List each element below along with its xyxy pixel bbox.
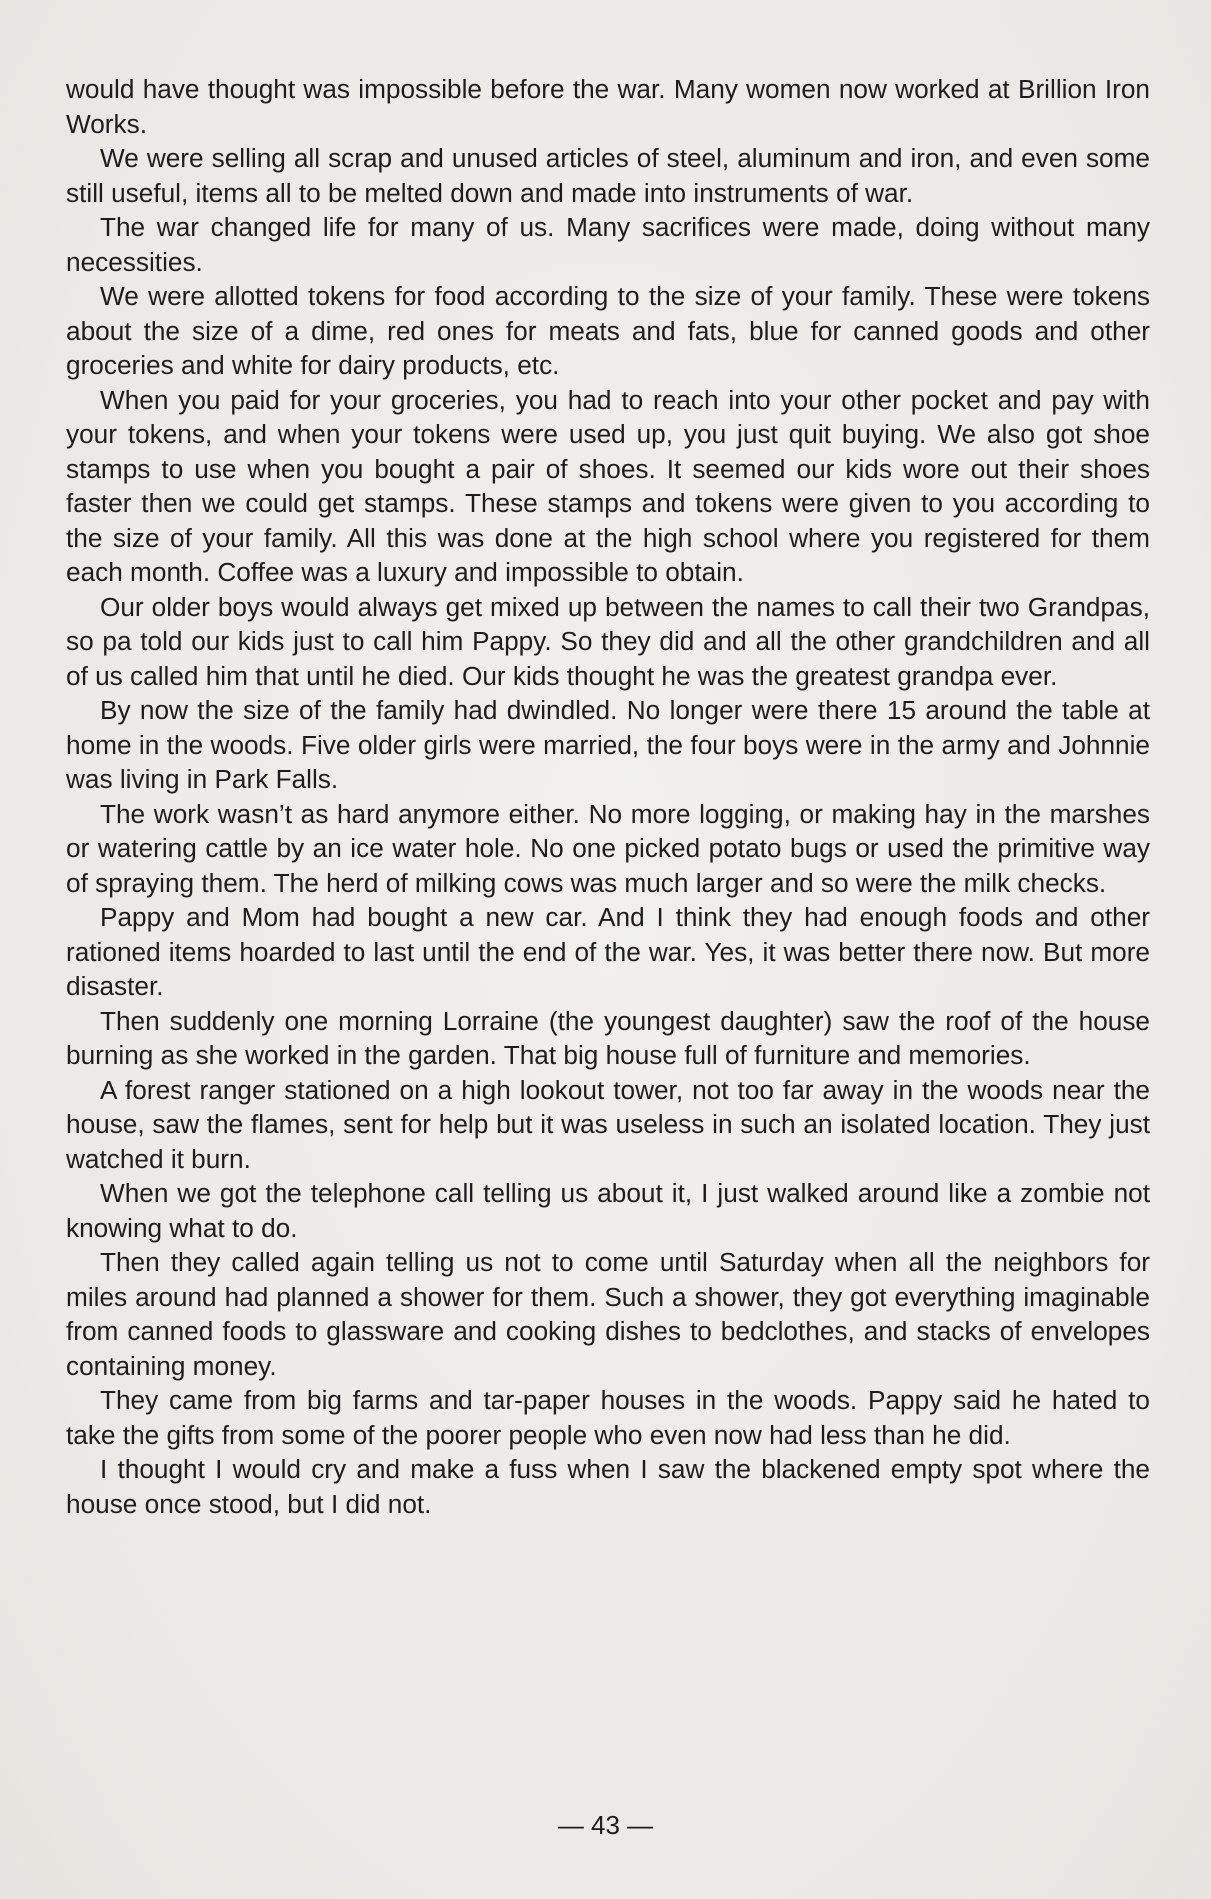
paragraph: A forest ranger stationed on a high lookout tower, not too far away in the woods near the house, saw the flames, sent for help but it was useless in such an isolated location. They just watched it burn. — [66, 1074, 1150, 1174]
paragraph: Our older boys would always get mixed up between the names to call their two Grandpas, so pa told our kids just to call him Pappy. So they did and all the other grandchildren and all of us called him that until he died. Our kids thought he was the greatest grandpa ever. — [66, 591, 1150, 691]
paragraph: Pappy and Mom had bought a new car. And I think they had enough foods and other rationed items hoarded to last until the end of the war. Yes, it was better there now. But more disaster. — [66, 902, 1150, 1001]
paragraph: Then suddenly one morning Lorraine (the youngest daughter) saw the roof of the house burning as she worked in the garden. That big house full of furniture and memories. — [66, 1005, 1150, 1070]
paragraph: would have thought was impossible before the war. Many women now worked at Brillion Iron Works. — [66, 74, 1150, 139]
paragraph: Then they called again telling us not to come until Saturday when all the neighbors for miles around had planned a shower for them. Such a shower, they got everything imaginable from canned foods to glassware and cooking dishes to bedclothes, and stacks of envelopes containing money. — [66, 1247, 1150, 1381]
paragraph: When you paid for your groceries, you had to reach into your other pocket and pay with your tokens, and when your tokens were used up, you just quit buying. We also got shoe stamps to use when you bought a pair of shoes. It seemed our kids wore out their shoes faster then we could get stamps. These stamps and tokens were given to you according to the size of your family. All this was done at the high school where you registered for them each month. Coffee was a luxury and impossible to obtain. — [66, 384, 1150, 587]
paragraph: The work wasn’t as hard anymore either. No more logging, or making hay in the marshes or watering cattle by an ice water hole. No one picked potato bugs or used the primitive way of spraying them. The herd of milking cows was much larger and so were the milk checks. — [66, 798, 1150, 898]
paragraph: They came from big farms and tar-paper houses in the woods. Pappy said he hated to take the gifts from some of the poorer people who even now had less than he did. — [66, 1385, 1150, 1450]
paragraph: When we got the telephone call telling us about it, I just walked around like a zombie not knowing what to do. — [66, 1178, 1150, 1243]
paragraph: I thought I would cry and make a fuss when I saw the blackened empty spot where the house once stood, but I did not. — [66, 1454, 1150, 1519]
body-text — [66, 72, 1150, 1521]
paragraph: The war changed life for many of us. Many sacrifices were made, doing without many necessities. — [66, 212, 1150, 277]
paragraph: We were selling all scrap and unused articles of steel, aluminum and iron, and even some still useful, items all to be melted down and made into instruments of war. — [66, 143, 1150, 208]
paragraph: We were allotted tokens for food according to the size of your family. These were tokens about the size of a dime, red ones for meats and fats, blue for canned goods and other groceries and white for dairy products, etc. — [66, 281, 1150, 380]
paragraph: By now the size of the family had dwindled. No longer were there 15 around the table at home in the woods. Five older girls were married, the four boys were in the army and Johnnie was living in Park Falls. — [66, 695, 1150, 794]
page-number: — 43 — — [557, 1810, 654, 1840]
